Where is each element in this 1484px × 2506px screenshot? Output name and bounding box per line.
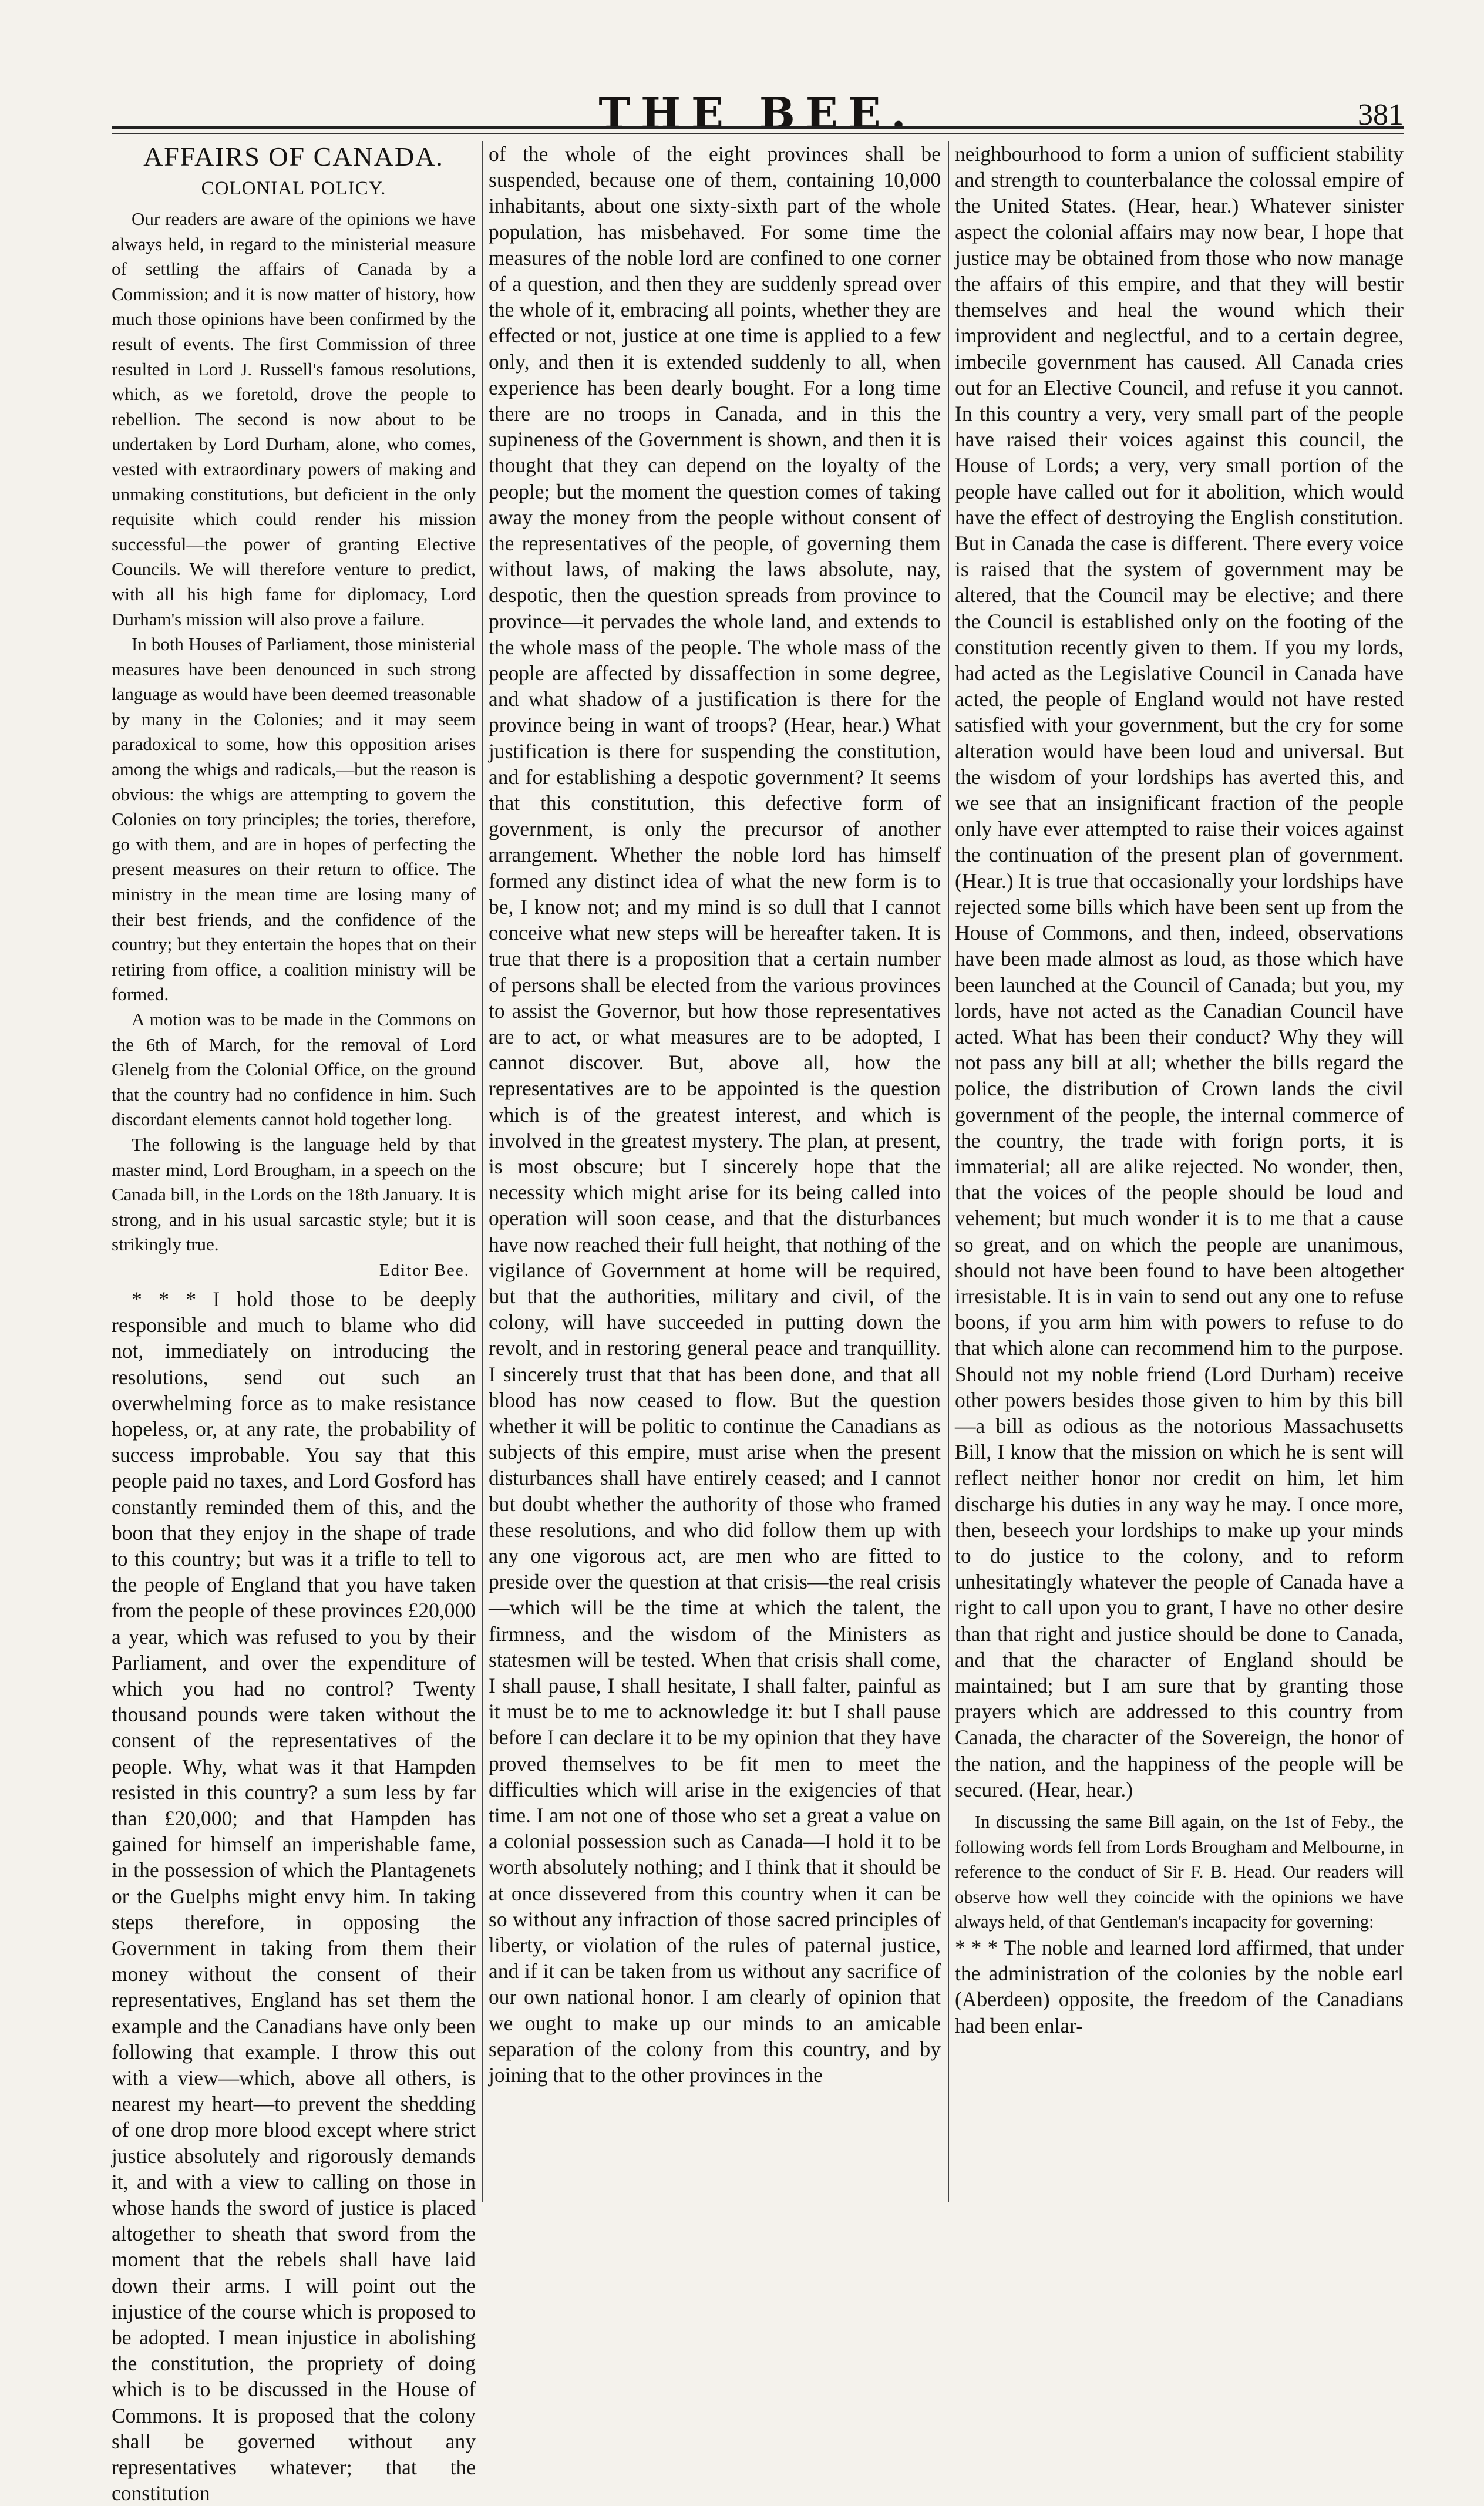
masthead-rule <box>112 126 1404 129</box>
column-3 <box>955 141 1404 2208</box>
column-divider-2 <box>948 141 949 2202</box>
speech-continuation-col3: neighbourhood to form a union of sufficient stability and strength to counterbalance the colossal empire of the United States. (Hear, hear.) Whatever sinister aspect the colonial affairs may now bear, I hope that justice may be obtained from those who now manage the affairs of this empire, and that they will bestir themselves and heal the wound which their improvident and neglectful, and to a certain degree, imbecile government has caused. All Canada cries out for an Elective Council, and refuse it you cannot. In this country a very, very small part of the people have raised their voices against this council, the House of Lords; a very, very small portion of the people have called out for it abolition, which would have the effect of destroying the English constitution. But in Canada the case is different. There every voice is raised that the system of government may be altered, that the Council may be elective; and there the Council is established only on the footing of the constitution recently given to them. If you my lords, had acted as the Legislative Council in Canada have acted, the people of England would not have rested satisfied with your government, but the cry for some alteration would have been loud and universal. But the wisdom of your lordships has averted this, and we see that an insignificant fraction of the people only have ever attempted to raise their voices against the continuation of the present plan of government. (Hear.) It is true that occasionally your lordships have rejected some bills which have been sent up from the House of Commons, and then, indeed, observations have been made almost as loud, as those which have been launched at the Council of Canada; but you, my lords, have not acted as the Canadian Council have acted. What has been their conduct? Why they will not pass any bill at all; whether the bills regard the police, the distribution of Crown lands the civil government of the people, the internal commerce of the country, the trade with forign ports, it is immaterial; all are alike rejected. No wonder, then, that the voices of the people should be loud and vehement; but much wonder it is to me that a cause so great, and on which the people are unanimous, should not have been found to have been altogether irresistable. It is in vain to send out any one to refuse boons, if you arm him with powers to refuse to do that which alone can recommend him to the purpose. Should not my noble friend (Lord Durham) receive other powers besides those given to him by this bill—a bill as odious as the notorious Massachusetts Bill, I know that the mission on which he is sent will reflect neither honor nor credit on him, let him discharge his duties in any way he may. I once more, then, beseech your lordships to make up your minds to do justice to the colony, and to reform unhesitatingly whatever the people of Canada have a right to call upon you to grant, I have no other desire than that right and justice should be done to Canada, and that the character of England should be maintained; but I am sure that by granting those prayers which are addressed to this country from Canada, the character of the Sovereign, the honor of the nation, and the happiness of the people will be secured. (Hear, hear.) <box>955 142 1404 1801</box>
masthead-rule-thin <box>112 133 1404 134</box>
editorial-note: In discussing the same Bill again, on the 1st of Feby., the following words fell from Lords Brougham and Melbourne, in reference to the conduct of Sir F. B. Head. Our readers will observe how well they coincide with the opinions we have always held, of that Gentleman's incapacity for governing: <box>955 1812 1404 1932</box>
editor-signature: Editor Bee. <box>379 1260 470 1280</box>
speech-continuation-col2: of the whole of the eight provinces shall be suspended, because one of them, containing 10,000 inhabitants, about one sixty-sixth part of the whole population, has misbehaved. For some time the measures of the noble lord are confined to one corner of a question, and then they are suddenly spread over the whole of it, embracing all points, whether they are effected or not, justice at one time is applied to a few only, and then it is extended suddenly to all, when experience has been dearly bought. For a long time there are no troops in Canada, and in this the supineness of the Government is shown, and then it is thought that they can depend on the loyalty of the people; but the moment the question comes of taking away the money from the people without consent of the representatives of the people, of governing them without laws, of making the laws absolute, nay, despotic, then the question spreads from province to province—it pervades the whole land, and extends to the whole mass of the people. The whole mass of the people are affected by dissaffection in some degree, and what shadow of a justification is there for the province being in want of troops? (Hear, hear.) What justification is there for suspending the constitution, and for establishing a despotic government? It seems that this constitution, this defective form of government, is only the precursor of another arrangement. Whether the noble lord has himself formed any distinct idea of what the new form is to be, I know not; and my mind is so dull that I cannot conceive what new steps will be hereafter taken. It is true that there is a proposition that a certain number of persons shall be elected from the various provinces to assist the Governor, but how those representatives are to act, or what measures are to be adopted, I cannot discover. But, above all, how the representatives are to be appointed is the question which is of the greatest interest, and which is involved in the greatest mystery. The plan, at present, is most obscure; but I sincerely hope that the necessity which might arise for its being called into operation will soon cease, and that the disturbances have now reached their full height, that nothing of the vigilance of Government at home will be required, but that the authorities, military and civil, of the colony, will have succeeded in putting down the revolt, and in restoring general peace and tranquillity. I sincerely trust that that has been done, and that all blood has now ceased to flow. But the question whether it will be politic to continue the Canadians as subjects of this empire, must arise when the present disturbances shall have entirely ceased; and I cannot but doubt whether the authority of those who framed these resolutions, and who did follow them up with any one vigorous act, are men who are fitted to preside over the question at that crisis—the real crisis—which will be the time at which the talent, the firmness, and the wisdom of the Ministers as statesmen will be tested. When that crisis shall come, I shall pause, I shall hesitate, I shall falter, painful as it must be to me to acknowledge it: but I shall pause before I can declare it to be my opinion that they have proved themselves to be fit men to meet the difficulties which will arise in the exigencies of that time. I am not one of those who set a great a value on a colonial possession such as Canada—I hold it to be worth absolutely nothing; and I think that it should be at once dissevered from this country when it can be so without any infraction of those sacred principles of liberty, or violation of the rules of paternal justice, and if it can be taken from us without any sacrifice of our own national honor. I am clearly of opinion that we ought to make up our minds to an amicable separation of the colony from this country, and by joining that to the other provinces in the <box>489 142 941 2087</box>
column-2 <box>489 141 941 2208</box>
intro-paragraph-1: Our readers are aware of the opinions we have always held, in regard to the ministerial measure of settling the affairs of Canada by a Commission; and it is now matter of history, how much those opinions have been confirmed by the result of events. The first Commission of three resulted in Lord J. Russell's famous resolutions, which, as we foretold, drove the people to rebellion. The second is now about to be undertaken by Lord Durham, alone, who comes, vested with extraordinary powers of making and unmaking constitutions, but deficient in the only requisite which could render his mission successful—the power of granting Elective Councils. We will therefore venture to predict, with all his high fame for diplomacy, Lord Durham's mission will also prove a failure. <box>112 208 476 630</box>
newspaper-title: THE BEE. <box>598 88 917 138</box>
intro-paragraph-4: The following is the language held by that master mind, Lord Brougham, in a speech on the Canada bill, in the Lords on the 18th January. It is strong, and in his usual sarcastic style; but it is strikingly true. <box>112 1133 476 1255</box>
intro-paragraph-2: In both Houses of Parliament, those ministerial measures have been denounced in such strong language as would have been deemed treasonable by many in the Colonies; and it may seem paradoxical to some, how this opposition arises among the whigs and radicals,—but the reason is obvious: the whigs are attempting to govern the Colonies on tory principles; the tories, therefore, go with them, and are in hopes of perfecting the present measures on their return to office. The ministry in the mean time are losing many of their best friends, and the confidence of the country; but they entertain the hopes that on their retiring from office, a coalition ministry will be formed. <box>112 634 476 1005</box>
speech-tail: * * * The noble and learned lord affirmed, that under the administration of the colonies by the noble earl (Aberdeen) opposite, the freedom of the Canadians had been enlar- <box>955 1935 1404 2037</box>
article-heading: AFFAIRS OF CANADA. <box>143 142 444 171</box>
column-divider-1 <box>482 141 483 2202</box>
page-number: 381 <box>1358 98 1404 132</box>
intro-paragraph-3: A motion was to be made in the Commons on the 6th of March, for the removal of Lord Glenelg from the Colonial Office, on the ground that the country had no confidence in him. Such discordant elements cannot hold together long. <box>112 1009 476 1130</box>
article-subheading: COLONIAL POLICY. <box>201 178 386 199</box>
speech-paragraph-1: * * * I hold those to be deeply responsible and much to blame who did not, immediately on introducing the resolutions, send out such an overwhelming force as to make resistance hopeless, or, at any rate, the probability of success improbable. You say that this people paid no taxes, and Lord Gosford has constantly reminded them of this, and the boon that they enjoy in the shape of trade to this country; but was it a trifle to tell to the people of England that you have taken from the people of these provinces £20,000 a year, which was refused to you by their Parliament, and over the expenditure of which you had no control? Twenty thousand pounds were taken without the consent of the representatives of the people. Why, what was it that Hampden resisted in this country? a sum less by far than £20,000; and that Hampden has gained for himself an imperishable fame, in the possession of which the Plantagenets or the Guelphs might envy him. In taking steps therefore, in opposing the Government in taking from them their money without the consent of their representatives, England has set them the example and the Canadians have only been following that example. I throw this out with a view—which, above all others, is nearest my heart—to prevent the shedding of one drop more blood except where strict justice absolutely and rigorously demands it, and with a view to calling on those in whose hands the sword of justice is placed altogether to sheath that sword from the moment that the rebels shall have laid down their arms. I will point out the injustice of the course which is proposed to be adopted. I mean injustice in abolishing the constitution, the propriety of doing which is to be discussed in the House of Commons. It is proposed that the colony shall be governed without any representatives whatever; that the constitution <box>112 1287 476 2505</box>
column-1 <box>112 141 476 2505</box>
